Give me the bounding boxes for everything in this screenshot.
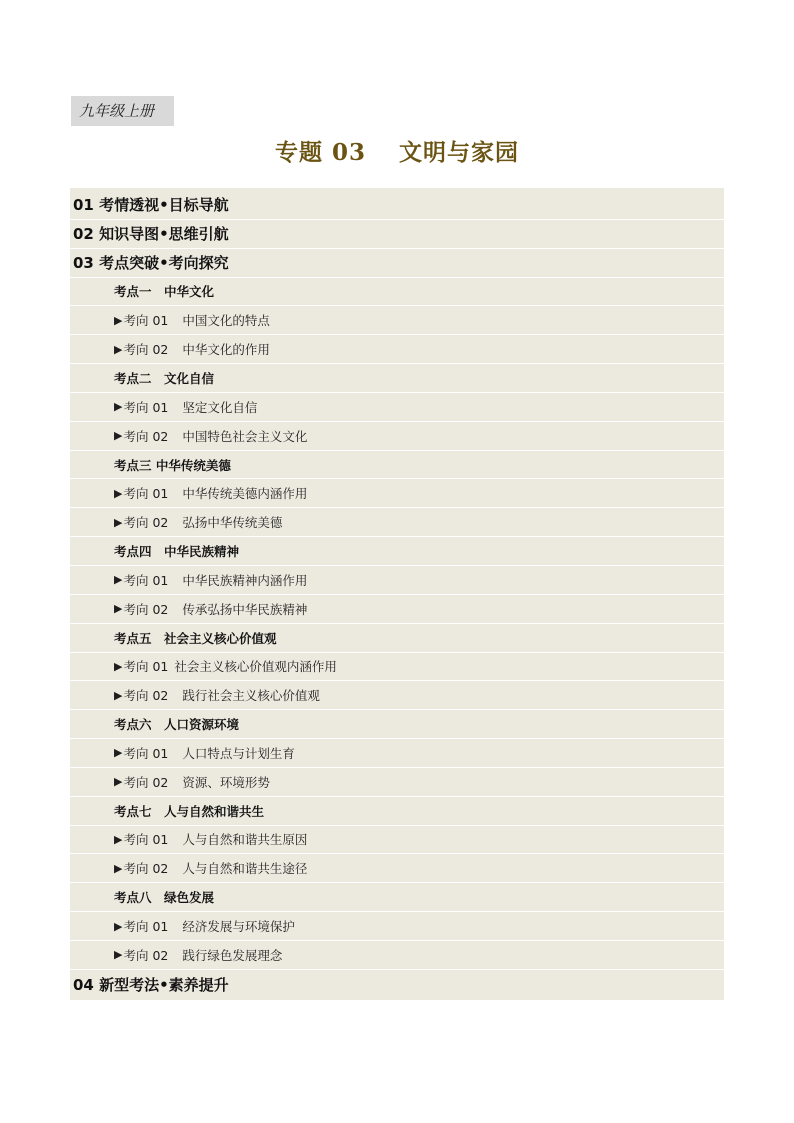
item-text: 中国特色社会主义文化: [182, 428, 308, 444]
item-number: 考向 01: [123, 919, 169, 935]
item-number: 考向 02: [123, 342, 169, 358]
item-number: 考向 01: [123, 832, 169, 848]
toc-item[interactable]: [70, 479, 724, 508]
triangle-right-icon: ▶: [114, 429, 123, 443]
triangle-right-icon: ▶: [114, 746, 123, 760]
toc-item[interactable]: [70, 393, 724, 422]
item-number: 考向 01: [123, 313, 169, 329]
item-text: 社会主义核心价值观内涵作用: [174, 659, 337, 675]
triangle-right-icon: ▶: [114, 515, 123, 529]
triangle-right-icon: ▶: [114, 948, 123, 962]
item-text: 中华传统美德内涵作用: [182, 486, 308, 502]
triangle-right-icon: ▶: [114, 861, 123, 875]
toc-item[interactable]: [70, 335, 724, 364]
toc-item[interactable]: [70, 595, 724, 624]
triangle-right-icon: ▶: [114, 486, 123, 500]
toc-item[interactable]: [70, 306, 724, 335]
toc-item[interactable]: [70, 681, 724, 710]
table-of-contents: [70, 188, 724, 1000]
toc-item[interactable]: [70, 566, 724, 595]
item-number: 考向 01: [123, 399, 169, 415]
toc-point-1[interactable]: 考点一 中华文化: [70, 278, 724, 307]
item-text: 人与自然和谐共生途径: [182, 861, 308, 877]
item-text: 坚定文化自信: [182, 399, 258, 415]
grade-tag: 九年级上册: [71, 96, 174, 126]
toc-point-3[interactable]: 考点三 中华传统美德: [70, 451, 724, 480]
item-text: 人与自然和谐共生原因: [182, 832, 308, 848]
item-number: 考向 02: [123, 428, 169, 444]
item-number: 考向 01: [123, 745, 169, 761]
item-number: 考向 01: [123, 572, 169, 588]
item-text: 践行社会主义核心价值观: [182, 688, 320, 704]
triangle-right-icon: ▶: [114, 688, 123, 702]
item-number: 考向 02: [123, 947, 169, 963]
triangle-right-icon: ▶: [114, 342, 123, 356]
item-number: 考向 01: [123, 486, 169, 502]
item-text: 经济发展与环境保护: [182, 919, 295, 935]
item-number: 考向 02: [123, 601, 169, 617]
toc-item[interactable]: [70, 739, 724, 768]
toc-item[interactable]: [70, 768, 724, 797]
item-number: 考向 02: [123, 688, 169, 704]
toc-section-02[interactable]: 02 知识导图•思维引航: [70, 220, 724, 249]
toc-point-7[interactable]: 考点七 人与自然和谐共生: [70, 797, 724, 826]
toc-item[interactable]: [70, 508, 724, 537]
triangle-right-icon: ▶: [114, 919, 123, 933]
toc-point-2[interactable]: 考点二 文化自信: [70, 364, 724, 393]
toc-item[interactable]: [70, 854, 724, 883]
item-text: 资源、环境形势: [182, 774, 270, 790]
toc-point-6[interactable]: 考点六 人口资源环境: [70, 710, 724, 739]
toc-point-4[interactable]: 考点四 中华民族精神: [70, 537, 724, 566]
item-number: 考向 02: [123, 515, 169, 531]
triangle-right-icon: ▶: [114, 602, 123, 616]
item-text: 中华文化的作用: [182, 342, 270, 358]
toc-section-04[interactable]: 04 新型考法•素养提升: [73, 975, 229, 994]
toc-item[interactable]: [70, 826, 724, 855]
page-title: 专题 03 文明与家园: [274, 139, 520, 166]
triangle-right-icon: ▶: [114, 573, 123, 587]
toc-section-01[interactable]: 01 考情透视•目标导航: [70, 191, 724, 220]
item-text: 传承弘扬中华民族精神: [182, 601, 308, 617]
triangle-right-icon: ▶: [114, 400, 123, 414]
triangle-right-icon: ▶: [114, 832, 123, 846]
toc-item[interactable]: [70, 941, 724, 970]
item-text: 弘扬中华传统美德: [182, 515, 283, 531]
item-text: 中华民族精神内涵作用: [182, 572, 308, 588]
toc-point-8[interactable]: 考点八 绿色发展: [70, 883, 724, 912]
triangle-right-icon: ▶: [114, 313, 123, 327]
toc-item[interactable]: [70, 422, 724, 451]
triangle-right-icon: ▶: [114, 775, 123, 789]
item-text: 人口特点与计划生育: [182, 745, 295, 761]
item-number: 考向 02: [123, 774, 169, 790]
toc-item[interactable]: [70, 912, 724, 941]
item-number: 考向 01: [123, 659, 169, 675]
toc-item[interactable]: [70, 653, 724, 682]
toc-point-5[interactable]: 考点五 社会主义核心价值观: [70, 624, 724, 653]
item-number: 考向 02: [123, 861, 169, 877]
toc-section-03[interactable]: 03 考点突破•考向探究: [70, 249, 724, 278]
item-text: 中国文化的特点: [182, 313, 270, 329]
item-text: 践行绿色发展理念: [182, 947, 283, 963]
triangle-right-icon: ▶: [114, 659, 123, 673]
